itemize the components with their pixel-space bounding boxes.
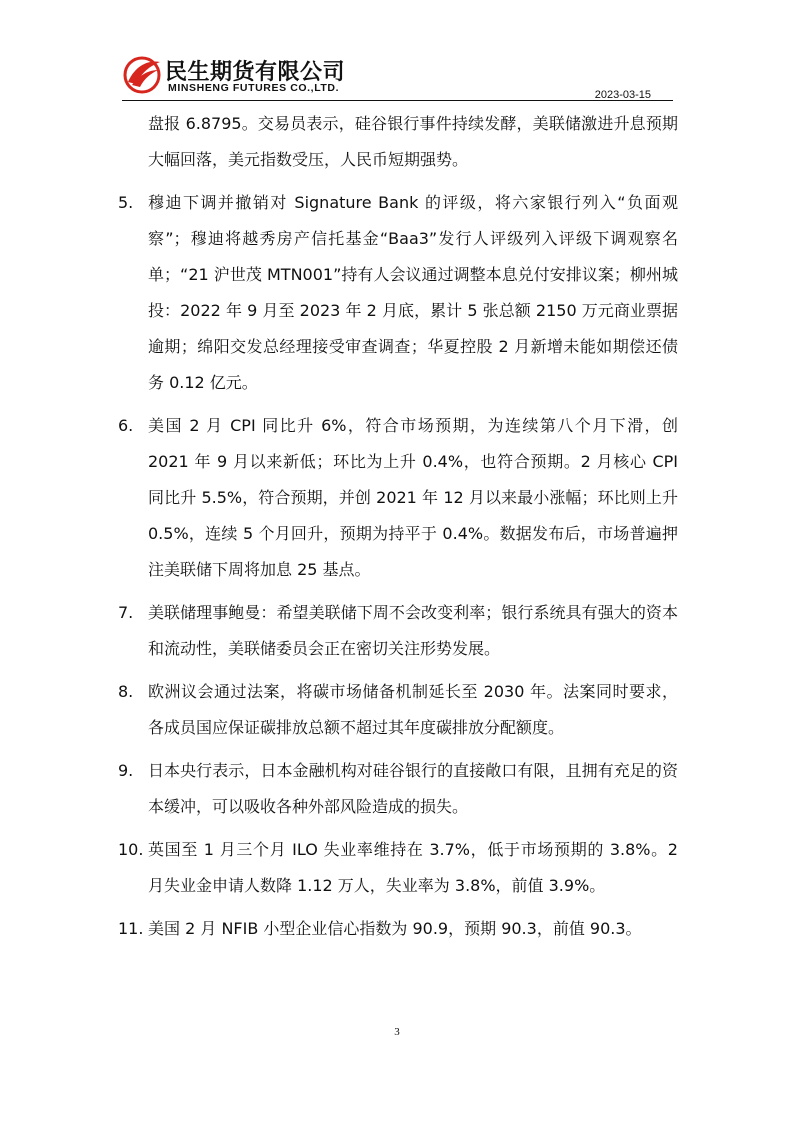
list-item-text: 日本央行表示，日本金融机构对硅谷银行的直接敞口有限，且拥有充足的资本缓冲，可以吸收各种外部风险造成的损失。 bbox=[148, 761, 678, 816]
list-item-number: 5. bbox=[118, 193, 134, 212]
page-number: 3 bbox=[394, 1026, 400, 1038]
list-item-number: 8. bbox=[118, 682, 134, 701]
list-item-number: 6. bbox=[118, 416, 134, 435]
list-item bbox=[118, 595, 678, 667]
header-divider bbox=[122, 100, 673, 101]
list-item-number: 10. bbox=[118, 840, 144, 859]
list-item-text: 美国 2 月 NFIB 小型企业信心指数为 90.9，预期 90.3，前值 90.3。 bbox=[148, 919, 642, 938]
list-item-text: 英国至 1 月三个月 ILO 失业率维持在 3.7%，低于市场预期的 3.8%。2 月失业金申请人数降 1.12 万人，失业率为 3.8%，前值 3.9%。 bbox=[148, 840, 678, 895]
list-item bbox=[118, 911, 678, 947]
list-item bbox=[118, 832, 678, 904]
document-body bbox=[118, 106, 678, 954]
company-name-en: MINSHENG FUTURES CO.,LTD. bbox=[168, 82, 340, 94]
company-name-cn: 民生期货有限公司 bbox=[165, 60, 346, 85]
list-item-number: 11. bbox=[118, 919, 144, 938]
list-item-text: 欧洲议会通过法案，将碳市场储备机制延长至 2030 年。法案同时要求，各成员国应保证碳排放总额不超过其年度碳排放分配额度。 bbox=[148, 682, 678, 737]
report-date: 2023-03-15 bbox=[594, 89, 651, 101]
page-header bbox=[122, 52, 673, 102]
minsheng-logo-icon bbox=[122, 54, 162, 94]
list-item bbox=[118, 408, 678, 588]
list-item bbox=[118, 674, 678, 746]
continuation-paragraph: 盘报 6.8795。交易员表示，硅谷银行事件持续发酵，美联储激进升息预期大幅回落，美元指数受压，人民币短期强势。 bbox=[148, 114, 678, 169]
list-item-number: 7. bbox=[118, 603, 134, 622]
list-item-text: 穆迪下调并撤销对 Signature Bank 的评级，将六家银行列入“负面观察”；穆迪将越秀房产信托基金“Baa3”发行人评级列入评级下调观察名单；“21 沪世茂 MTN001”持有人会议通过调整本息兑付安排议案；柳州城投：2022 年 9 月至 2023 年 2 月底，累计 5 张总额 2150 万元商业票据逾期；绵阳交发总经理接受审查调查；华夏控股 2 月新增未能如期偿还债务 0.12 亿元。 bbox=[148, 193, 678, 392]
list-item-text: 美国 2 月 CPI 同比升 6%，符合市场预期，为连续第八个月下滑，创 2021 年 9 月以来新低；环比为上升 0.4%，也符合预期。2 月核心 CPI 同比升 5.5%，符合预期，并创 2021 年 12 月以来最小涨幅；环比则上升 0.5%，连续 5 个月回升，预期为持平于 0.4%。数据发布后，市场普遍押注美联储下周将加息 25 基点。 bbox=[148, 416, 678, 579]
list-item bbox=[118, 753, 678, 825]
list-item bbox=[118, 185, 678, 401]
list-item-number: 9. bbox=[118, 761, 134, 780]
list-item-text: 美联储理事鲍曼：希望美联储下周不会改变利率；银行系统具有强大的资本和流动性，美联储委员会正在密切关注形势发展。 bbox=[148, 603, 678, 658]
